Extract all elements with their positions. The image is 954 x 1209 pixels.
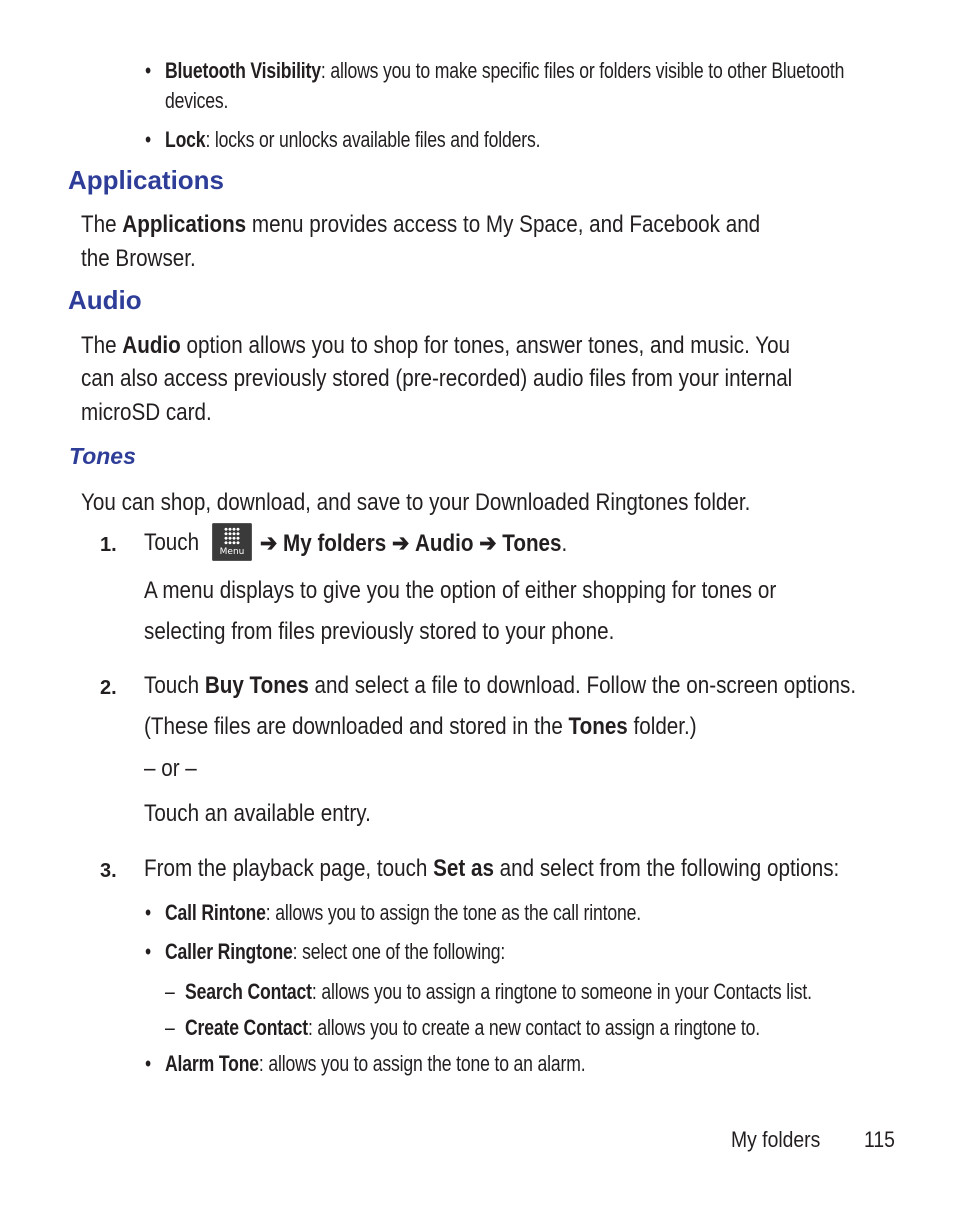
sub-dash: –	[165, 979, 175, 1004]
bullet-dot: •	[145, 58, 152, 83]
bullet-lock	[165, 127, 540, 153]
page-number: 115	[864, 1127, 895, 1152]
applications-paragraph-line1: The Applications menu provides access to My Space, and Facebook and	[81, 211, 761, 238]
bullet-call-rintone: Call Rintone: allows you to assign the tone as the call rintone.	[165, 900, 641, 925]
bullet-dot: •	[145, 939, 152, 964]
applications-paragraph-line2: the Browser.	[81, 245, 196, 272]
step-number: 1.	[100, 534, 117, 556]
step2-or: – or –	[144, 755, 197, 782]
heading-applications: Applications	[68, 165, 225, 195]
bullet-bluetooth-visibility	[165, 58, 844, 84]
menu-icon-label: Menu	[219, 547, 245, 557]
bullet-text-continued: devices.	[165, 88, 229, 113]
bullet-text: : allows you to make specific files or folders visible to other Bluetooth	[320, 58, 845, 83]
sub-search-contact: Search Contact: allows you to assign a ringtone to someone in your Contacts list.	[185, 979, 812, 1004]
bullet-dot: •	[145, 900, 152, 925]
menu-icon	[212, 523, 252, 561]
heading-tones: Tones	[69, 443, 136, 469]
audio-paragraph-line3: microSD card.	[81, 399, 212, 426]
step3-line: From the playback page, touch Set as and select from the following options:	[144, 855, 840, 882]
step2-line1: Touch Buy Tones and select a file to download. Follow the on-screen options.	[144, 672, 857, 699]
bullet-term: Lock	[165, 127, 206, 152]
bullet-dot: •	[145, 127, 152, 152]
audio-paragraph-line2: can also access previously stored (pre-recorded) audio files from your internal	[81, 365, 793, 392]
bullet-term: Bluetooth Visibility	[165, 58, 321, 83]
bullet-alarm-tone: Alarm Tone: allows you to assign the tone to an alarm.	[165, 1051, 586, 1076]
bullet-text: : locks or unlocks available files and folders.	[205, 127, 541, 152]
sub-create-contact: Create Contact: allows you to create a new contact to assign a ringtone to.	[185, 1015, 760, 1040]
bullet-dot: •	[145, 1051, 152, 1076]
sub-dash: –	[165, 1015, 175, 1040]
step-number: 2.	[100, 677, 117, 699]
keypad-dots	[224, 527, 240, 545]
step1-touch: Touch	[144, 529, 200, 556]
footer-section: My folders	[731, 1127, 821, 1152]
heading-audio: Audio	[68, 285, 142, 315]
bullet-caller-ringtone: Caller Ringtone: select one of the following:	[165, 939, 506, 964]
step-number: 3.	[100, 860, 117, 882]
step2-line2: (These files are downloaded and stored in the Tones folder.)	[144, 713, 697, 740]
audio-paragraph-line1: The Audio option allows you to shop for tones, answer tones, and music. You	[81, 332, 791, 359]
tones-intro: You can shop, download, and save to your Downloaded Ringtones folder.	[81, 489, 751, 516]
step1-path: ➔ My folders ➔ Audio ➔ Tones.	[260, 530, 568, 557]
step2-alt: Touch an available entry.	[144, 800, 371, 827]
step1-desc-line1: A menu displays to give you the option of either shopping for tones or	[144, 577, 777, 604]
step1-desc-line2: selecting from files previously stored to your phone.	[144, 618, 615, 645]
